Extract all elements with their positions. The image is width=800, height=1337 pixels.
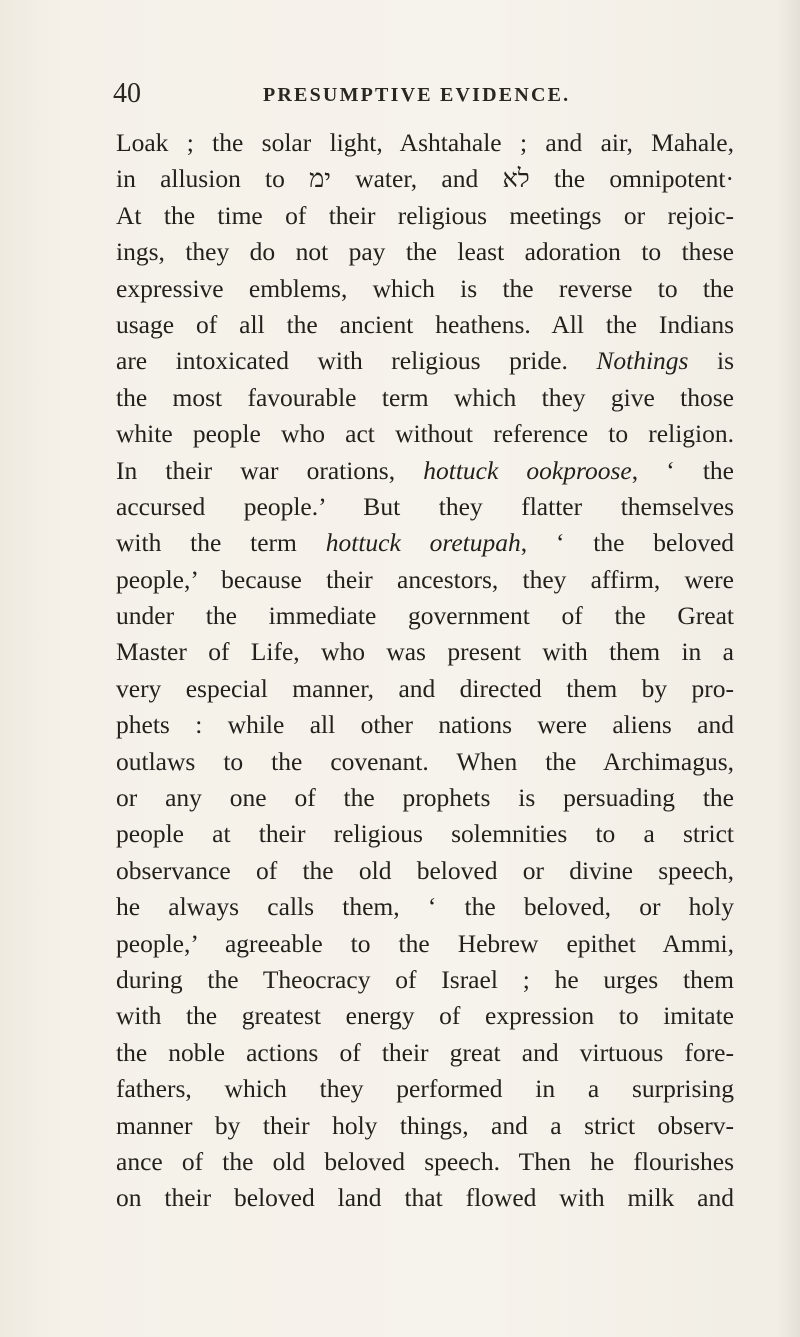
text-line <box>116 926 734 962</box>
text-segment: during the Theocracy of Israel ; he urges them <box>116 964 734 994</box>
text-line <box>116 598 734 634</box>
italic-text: Nothings <box>596 346 689 376</box>
text-line <box>116 998 734 1034</box>
text-line <box>116 125 734 161</box>
text-segment: manner by their holy things, and a strict observ- <box>116 1110 734 1140</box>
text-line <box>116 307 734 343</box>
text-line <box>116 744 734 780</box>
body-text <box>116 125 734 1217</box>
text-line <box>116 962 734 998</box>
text-line <box>116 816 734 852</box>
running-head: PRESUMPTIVE EVIDENCE. <box>263 84 571 106</box>
text-segment: , ‘ the <box>631 455 734 485</box>
text-segment: expressive emblems, which is the reverse to the <box>116 273 734 303</box>
text-segment: under the immediate government of the Great <box>116 601 734 631</box>
text-segment: ance of the old beloved speech. Then he flourishes <box>116 1146 734 1176</box>
page-number: 40 <box>113 78 141 109</box>
text-line <box>116 1108 734 1144</box>
text-segment: is <box>688 346 734 376</box>
text-segment: he always calls them, ‘ the beloved, or holy <box>116 892 734 922</box>
text-segment: , ‘ the beloved <box>520 528 734 558</box>
text-segment: on their beloved land that flowed with milk and <box>116 1183 734 1213</box>
text-line <box>116 889 734 925</box>
text-line <box>116 453 734 489</box>
text-segment: ings, they do not pay the least adoration to these <box>116 237 734 267</box>
text-segment: very especial manner, and directed them by pro- <box>116 673 734 703</box>
text-line <box>116 707 734 743</box>
text-line <box>116 198 734 234</box>
italic-text: hottuck oretupah <box>325 528 521 558</box>
text-line <box>116 562 734 598</box>
text-line <box>116 1144 734 1180</box>
text-segment: In their war orations, <box>116 455 424 485</box>
text-line <box>116 416 734 452</box>
text-segment: observance of the old beloved or divine speech, <box>116 855 734 885</box>
text-segment: with the term <box>116 528 326 558</box>
text-line <box>116 161 734 197</box>
text-segment: Loak ; the solar light, Ashtahale ; and air, Mahale, <box>116 128 734 157</box>
text-line <box>116 853 734 889</box>
text-segment: phets : while all other nations were aliens and <box>116 710 734 740</box>
text-segment: outlaws to the covenant. When the Archimagus, <box>116 746 734 776</box>
text-segment: the most favourable term which they give those <box>116 382 734 412</box>
text-segment: people,’ because their ancestors, they affirm, were <box>116 564 734 594</box>
text-line <box>116 1071 734 1107</box>
text-line <box>116 489 734 525</box>
text-line <box>116 671 734 707</box>
text-segment: in allusion to ימ water, and לא the omnipotent· <box>116 164 734 194</box>
text-segment: usage of all the ancient heathens. All the Indians <box>116 309 734 339</box>
text-segment: people,’ agreeable to the Hebrew epithet Ammi, <box>116 928 734 958</box>
text-segment: fathers, which they performed in a surprising <box>116 1074 734 1104</box>
italic-text: hottuck ookproose <box>423 455 632 485</box>
text-segment: Master of Life, who was present with them in a <box>116 637 734 667</box>
text-segment: with the greatest energy of expression to imitate <box>116 1001 734 1031</box>
text-line <box>116 380 734 416</box>
page-header <box>113 78 733 118</box>
text-line <box>116 343 734 379</box>
text-line <box>116 234 734 270</box>
text-line <box>116 525 734 561</box>
text-segment: the noble actions of their great and virtuous fore- <box>116 1037 734 1067</box>
text-segment: At the time of their religious meetings or rejoic- <box>116 200 734 230</box>
text-segment: accursed people.’ But they flatter themselves <box>116 491 734 521</box>
text-segment: are intoxicated with religious pride. <box>116 346 597 376</box>
text-line <box>116 780 734 816</box>
text-line <box>116 271 734 307</box>
text-segment: or any one of the prophets is persuading the <box>116 783 734 813</box>
text-line <box>116 1180 734 1216</box>
page-edge-shadow <box>778 0 800 1337</box>
text-line <box>116 1035 734 1071</box>
text-line <box>116 634 734 670</box>
text-segment: people at their religious solemnities to a strict <box>116 819 734 849</box>
text-segment: white people who act without reference to religion. <box>116 419 734 449</box>
